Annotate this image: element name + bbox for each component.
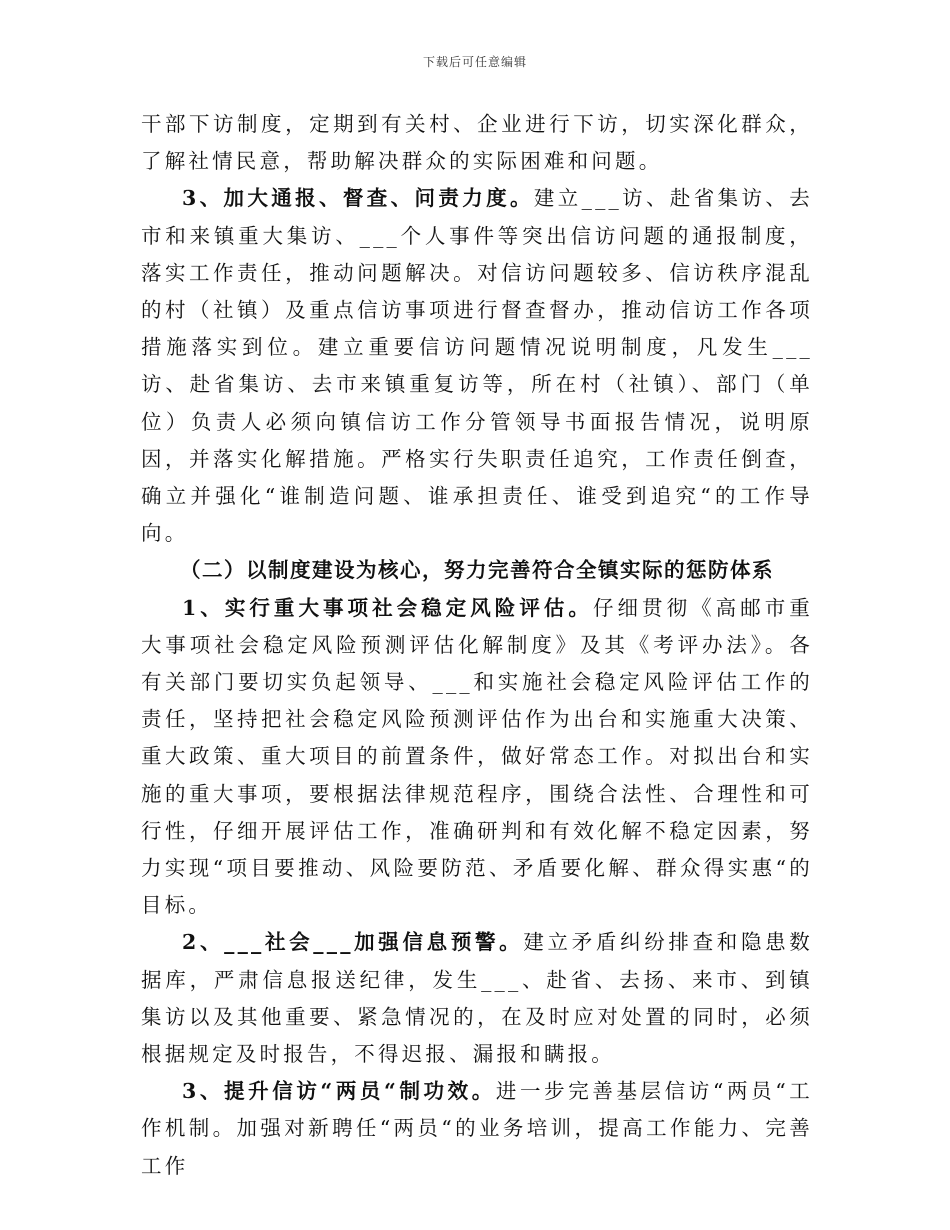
paragraph-body: 仔细贯彻《高邮市重大事项社会稳定风险预测评估化解制度》及其《考评办法》。各有关部门要切实负起领导、___和实施社会稳定风险评估工作的责任，坚持把社会稳定风险预测评估作为出台和实施重大决策、重大政策、重大项目的前置条件，做好常态工作。对拟出台和实施的重大事项，要根据法律规范程序，围绕合法性、合理性和可行性，仔细开展评估工作，准确研判和有效化解不稳定因素，努力实现“项目要推动、风险要防范、矛盾要化解、群众得实惠“的目标。: [141, 595, 813, 918]
document-body: [141, 106, 813, 1185]
paragraph-lead: 1、实行重大事项社会稳定风险评估。: [182, 595, 593, 620]
paragraph-body: 建立矛盾纠纷排查和隐患数据库，严肃信息报送纪律，发生___、赴省、去扬、来市、到镇集访以及其他重要、紧急情况的，在及时应对处置的同时，必须根据规定及时报告，不得迟报、漏报和瞒报。: [141, 930, 813, 1067]
paragraph-notification-accountability: [141, 180, 813, 552]
paragraph-continuation: 干部下访制度，定期到有关村、企业进行下访，切实深化群众，了解社情民意，帮助解决群众的实际困难和问题。: [141, 112, 813, 174]
paragraph-lead: 2、___社会___加强信息预警。: [182, 930, 524, 955]
page-header-note: 下载后可任意编辑: [422, 55, 527, 69]
paragraph-risk-assessment: [141, 590, 813, 925]
section-heading: （二）以制度建设为核心，努力完善符合全镇实际的惩防体系: [180, 558, 774, 583]
paragraph-lead: 3、提升信访“两员“制功效。: [182, 1079, 496, 1104]
paragraph-information-warning: [141, 924, 813, 1073]
paragraph-body: 建立___访、赴省集访、去市和来镇重大集访、___个人事件等突出信访问题的通报制度，落实工作责任，推动问题解决。对信访问题较多、信访秩序混乱的村（社镇）及重点信访事项进行督查督办，推动信访工作各项措施落实到位。建立重要信访问题情况说明制度，凡发生___访、赴省集访、去市来镇重复访等，所在村（社镇）、部门（单位）负责人必须向镇信访工作分管领导书面报告情况，说明原因，并落实化解措施。严格实行失职责任追究，工作责任倒查，确立并强化“谁制造问题、谁承担责任、谁受到追究“的工作导向。: [141, 186, 813, 546]
paragraph-body: 进一步完善基层信访“两员“工作机制。加强对新聘任“两员“的业务培训，提高工作能力、完善工作: [141, 1079, 813, 1178]
paragraph-lead: 3、加大通报、督查、问责力度。: [182, 186, 534, 211]
paragraph-two-members: [141, 1073, 813, 1185]
